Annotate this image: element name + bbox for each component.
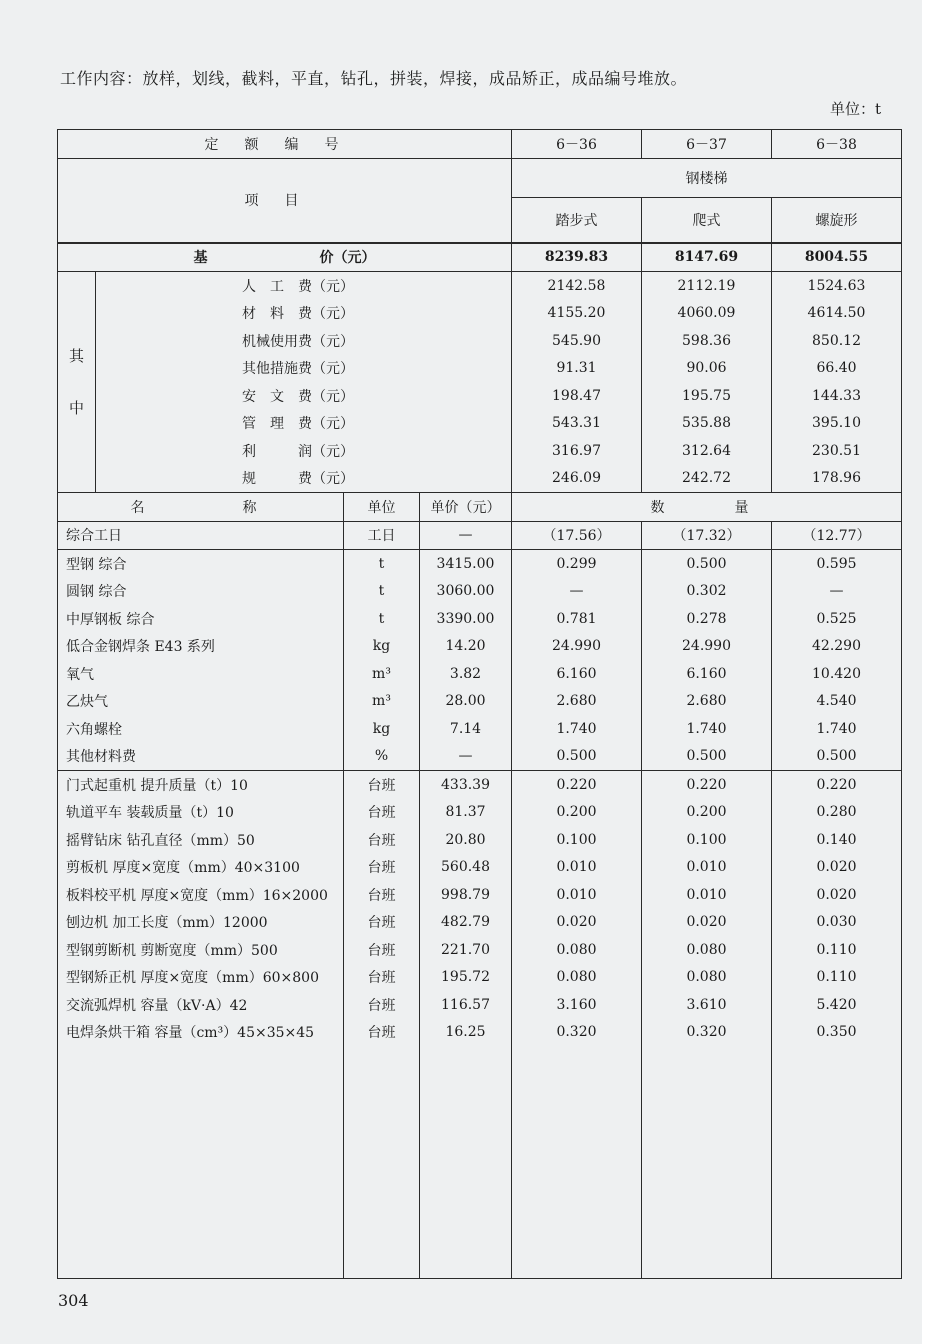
- resource-price: 195.72: [420, 964, 512, 992]
- code-cell: 6－36: [512, 130, 642, 159]
- quota-table: [57, 129, 902, 1279]
- resource-price: 14.20: [420, 633, 512, 661]
- resource-quantity: 1.740: [642, 715, 772, 743]
- resource-price: 81.37: [420, 799, 512, 827]
- resource-quantity: 5.420: [772, 991, 902, 1019]
- resource-price: 28.00: [420, 688, 512, 716]
- type-cell: 爬式: [642, 197, 772, 243]
- resource-name: 型钢剪断机 剪断宽度（mm）500: [58, 936, 344, 964]
- resource-quantity: 6.160: [642, 660, 772, 688]
- breakdown-row: [58, 300, 902, 328]
- base-price-label-b: 价（元）: [319, 250, 376, 267]
- resource-name: 板料校平机 厚度×宽度（mm）16×2000: [58, 881, 344, 909]
- resource-quantity: 0.080: [642, 936, 772, 964]
- resource-quantity: 0.080: [642, 964, 772, 992]
- resource-quantity: 0.100: [642, 826, 772, 854]
- resource-quantity: 24.990: [512, 633, 642, 661]
- filler-cell: [58, 1046, 344, 1279]
- resource-name: 六角螺栓: [58, 715, 344, 743]
- resource-unit: 台班: [344, 826, 420, 854]
- breakdown-label: 规 费（元）: [96, 465, 512, 493]
- breakdown-value: 91.31: [512, 355, 642, 383]
- breakdown-row: [58, 437, 902, 465]
- machinery-row: [58, 936, 902, 964]
- col-unit-header: 单位: [344, 493, 420, 522]
- resource-quantity: 0.010: [642, 854, 772, 882]
- resource-price: 221.70: [420, 936, 512, 964]
- resource-quantity: 0.200: [642, 799, 772, 827]
- resource-quantity: 0.278: [642, 605, 772, 633]
- resource-quantity: 0.100: [512, 826, 642, 854]
- machinery-row: [58, 991, 902, 1019]
- page-edge: [922, 0, 950, 1344]
- material-row: [58, 715, 902, 743]
- unit-label: 单位：t: [830, 100, 882, 118]
- base-price-label-a: 基: [193, 250, 208, 267]
- quota-code-row: [58, 130, 902, 159]
- resource-unit: t: [344, 605, 420, 633]
- resource-quantity: 0.280: [772, 799, 902, 827]
- col-name-header: 名 称: [58, 493, 344, 522]
- machinery-row: [58, 964, 902, 992]
- resource-quantity: 2.680: [512, 688, 642, 716]
- col-quantity-header: 数 量: [512, 493, 902, 522]
- resource-quantity: 0.320: [642, 1019, 772, 1047]
- resource-name: 刨边机 加工长度（mm）12000: [58, 909, 344, 937]
- resource-name: 型钢 综合: [58, 550, 344, 578]
- breakdown-row: [58, 465, 902, 493]
- breakdown-label: 人 工 费（元）: [96, 272, 512, 300]
- type-cell: 螺旋形: [772, 197, 902, 243]
- quota-no-label: 定额编号: [58, 130, 512, 159]
- filler-cell: [420, 1046, 512, 1279]
- breakdown-row: [58, 272, 902, 300]
- breakdown-value: 242.72: [642, 465, 772, 493]
- resource-quantity: （17.32）: [642, 521, 772, 550]
- breakdown-value: 535.88: [642, 410, 772, 438]
- resource-name: 氧气: [58, 660, 344, 688]
- machinery-row: [58, 826, 902, 854]
- resource-quantity: （17.56）: [512, 521, 642, 550]
- col-price-header: 单价（元）: [420, 493, 512, 522]
- breakdown-row: [58, 327, 902, 355]
- resource-price: 998.79: [420, 881, 512, 909]
- resource-price: 560.48: [420, 854, 512, 882]
- machinery-row: [58, 881, 902, 909]
- resource-name: 其他材料费: [58, 743, 344, 771]
- resource-unit: 台班: [344, 1019, 420, 1047]
- resource-quantity: 3.610: [642, 991, 772, 1019]
- breakdown-value: 4155.20: [512, 300, 642, 328]
- resource-name: 圆钢 综合: [58, 578, 344, 606]
- resource-name: 乙炔气: [58, 688, 344, 716]
- resource-unit: %: [344, 743, 420, 771]
- resource-quantity: 1.740: [512, 715, 642, 743]
- resource-quantity: 0.525: [772, 605, 902, 633]
- base-price-cell: 8239.83: [512, 243, 642, 272]
- resource-quantity: 0.140: [772, 826, 902, 854]
- breakdown-label: 利 润（元）: [96, 437, 512, 465]
- resource-unit: 台班: [344, 799, 420, 827]
- resource-price: 3060.00: [420, 578, 512, 606]
- resource-price: 20.80: [420, 826, 512, 854]
- resource-quantity: 0.320: [512, 1019, 642, 1047]
- breakdown-value: 230.51: [772, 437, 902, 465]
- resource-quantity: 6.160: [512, 660, 642, 688]
- filler-cell: [772, 1046, 902, 1279]
- group-label: 钢楼梯: [512, 158, 902, 197]
- resource-quantity: 3.160: [512, 991, 642, 1019]
- resource-name: 电焊条烘干箱 容量（cm³）45×35×45: [58, 1019, 344, 1047]
- type-cell: 踏步式: [512, 197, 642, 243]
- resource-quantity: 0.500: [642, 550, 772, 578]
- resource-name: 交流弧焊机 容量（kV·A）42: [58, 991, 344, 1019]
- filler-cell: [642, 1046, 772, 1279]
- resource-quantity: 0.110: [772, 936, 902, 964]
- breakdown-value: 598.36: [642, 327, 772, 355]
- resource-quantity: 0.010: [512, 854, 642, 882]
- breakdown-value: 395.10: [772, 410, 902, 438]
- base-price-row: [58, 243, 902, 272]
- resource-quantity: 0.080: [512, 964, 642, 992]
- resource-quantity: 0.220: [512, 771, 642, 799]
- resource-header-row: [58, 493, 902, 522]
- breakdown-value: 2112.19: [642, 272, 772, 300]
- breakdown-value: 545.90: [512, 327, 642, 355]
- breakdown-value: 316.97: [512, 437, 642, 465]
- resource-quantity: 0.020: [772, 881, 902, 909]
- resource-name: 轨道平车 装载质量（t）10: [58, 799, 344, 827]
- machinery-row: [58, 1019, 902, 1047]
- resource-quantity: 0.030: [772, 909, 902, 937]
- resource-price: 16.25: [420, 1019, 512, 1047]
- resource-price: 3390.00: [420, 605, 512, 633]
- machinery-row: [58, 799, 902, 827]
- resource-quantity: 10.420: [772, 660, 902, 688]
- resource-name: 综合工日: [58, 521, 344, 550]
- resource-price: 3415.00: [420, 550, 512, 578]
- resource-quantity: 0.500: [642, 743, 772, 771]
- resource-quantity: 0.020: [512, 909, 642, 937]
- breakdown-value: 246.09: [512, 465, 642, 493]
- table-filler-row: [58, 1046, 902, 1279]
- resource-quantity: 0.500: [512, 743, 642, 771]
- resource-quantity: 0.200: [512, 799, 642, 827]
- resource-quantity: 0.299: [512, 550, 642, 578]
- resource-name: 剪板机 厚度×宽度（mm）40×3100: [58, 854, 344, 882]
- breakdown-side-char: 中: [68, 399, 84, 417]
- breakdown-value: 543.31: [512, 410, 642, 438]
- filler-cell: [512, 1046, 642, 1279]
- page-number: 304: [58, 1291, 89, 1310]
- resource-quantity: 0.302: [642, 578, 772, 606]
- resource-price: 433.39: [420, 771, 512, 799]
- resource-price: —: [420, 521, 512, 550]
- breakdown-value: 178.96: [772, 465, 902, 493]
- group-row: [58, 158, 902, 197]
- material-row: [58, 660, 902, 688]
- breakdown-label: 安 文 费（元）: [96, 382, 512, 410]
- material-row: [58, 605, 902, 633]
- resource-unit: 台班: [344, 991, 420, 1019]
- breakdown-value: 144.33: [772, 382, 902, 410]
- resource-price: 482.79: [420, 909, 512, 937]
- resource-unit: 工日: [344, 521, 420, 550]
- material-row: [58, 550, 902, 578]
- breakdown-value: 66.40: [772, 355, 902, 383]
- resource-name: 中厚钢板 综合: [58, 605, 344, 633]
- breakdown-value: 198.47: [512, 382, 642, 410]
- breakdown-value: 850.12: [772, 327, 902, 355]
- breakdown-label: 机械使用费（元）: [96, 327, 512, 355]
- material-row: [58, 633, 902, 661]
- resource-quantity: 0.500: [772, 743, 902, 771]
- breakdown-row: [58, 355, 902, 383]
- base-price-label: [58, 243, 512, 272]
- breakdown-value: 2142.58: [512, 272, 642, 300]
- work-content-text: 工作内容：放样，划线，截料，平直，钻孔，拼装，焊接，成品矫正，成品编号堆放。: [60, 69, 688, 88]
- resource-quantity: 0.020: [642, 909, 772, 937]
- breakdown-side-label: [58, 272, 96, 493]
- resource-quantity: 0.010: [642, 881, 772, 909]
- resource-unit: t: [344, 550, 420, 578]
- resource-quantity: 0.080: [512, 936, 642, 964]
- machinery-row: [58, 909, 902, 937]
- resource-unit: m³: [344, 688, 420, 716]
- resource-quantity: 0.220: [772, 771, 902, 799]
- labor-row: [58, 521, 902, 550]
- base-price-cell: 8147.69: [642, 243, 772, 272]
- material-row: [58, 578, 902, 606]
- breakdown-label: 其他措施费（元）: [96, 355, 512, 383]
- resource-quantity: 2.680: [642, 688, 772, 716]
- resource-unit: 台班: [344, 909, 420, 937]
- base-price-cell: 8004.55: [772, 243, 902, 272]
- code-cell: 6－37: [642, 130, 772, 159]
- material-row: [58, 688, 902, 716]
- resource-unit: 台班: [344, 881, 420, 909]
- machinery-row: [58, 771, 902, 799]
- resource-quantity: 24.990: [642, 633, 772, 661]
- resource-quantity: —: [512, 578, 642, 606]
- resource-quantity: 42.290: [772, 633, 902, 661]
- breakdown-value: 4060.09: [642, 300, 772, 328]
- resource-name: 低合金钢焊条 E43 系列: [58, 633, 344, 661]
- resource-quantity: 4.540: [772, 688, 902, 716]
- resource-name: 门式起重机 提升质量（t）10: [58, 771, 344, 799]
- resource-price: 7.14: [420, 715, 512, 743]
- code-cell: 6－38: [772, 130, 902, 159]
- resource-unit: kg: [344, 633, 420, 661]
- resource-quantity: 0.350: [772, 1019, 902, 1047]
- resource-name: 摇臂钻床 钻孔直径（mm）50: [58, 826, 344, 854]
- item-label: 项目: [58, 158, 512, 243]
- resource-quantity: 0.220: [642, 771, 772, 799]
- breakdown-label: 材 料 费（元）: [96, 300, 512, 328]
- breakdown-label: 管 理 费（元）: [96, 410, 512, 438]
- breakdown-value: 195.75: [642, 382, 772, 410]
- resource-price: —: [420, 743, 512, 771]
- resource-unit: m³: [344, 660, 420, 688]
- breakdown-row: [58, 382, 902, 410]
- resource-unit: 台班: [344, 936, 420, 964]
- resource-quantity: 1.740: [772, 715, 902, 743]
- resource-quantity: 0.595: [772, 550, 902, 578]
- resource-quantity: （12.77）: [772, 521, 902, 550]
- breakdown-value: 312.64: [642, 437, 772, 465]
- breakdown-row: [58, 410, 902, 438]
- resource-name: 型钢矫正机 厚度×宽度（mm）60×800: [58, 964, 344, 992]
- breakdown-value: 90.06: [642, 355, 772, 383]
- breakdown-value: 1524.63: [772, 272, 902, 300]
- resource-quantity: 0.010: [512, 881, 642, 909]
- material-row: [58, 743, 902, 771]
- breakdown-value: 4614.50: [772, 300, 902, 328]
- resource-quantity: 0.110: [772, 964, 902, 992]
- resource-unit: 台班: [344, 771, 420, 799]
- filler-cell: [344, 1046, 420, 1279]
- resource-unit: kg: [344, 715, 420, 743]
- resource-unit: t: [344, 578, 420, 606]
- resource-price: 116.57: [420, 991, 512, 1019]
- machinery-row: [58, 854, 902, 882]
- resource-unit: 台班: [344, 854, 420, 882]
- resource-quantity: 0.020: [772, 854, 902, 882]
- resource-quantity: 0.781: [512, 605, 642, 633]
- resource-price: 3.82: [420, 660, 512, 688]
- resource-quantity: —: [772, 578, 902, 606]
- resource-unit: 台班: [344, 964, 420, 992]
- breakdown-side-char: 其: [68, 347, 84, 365]
